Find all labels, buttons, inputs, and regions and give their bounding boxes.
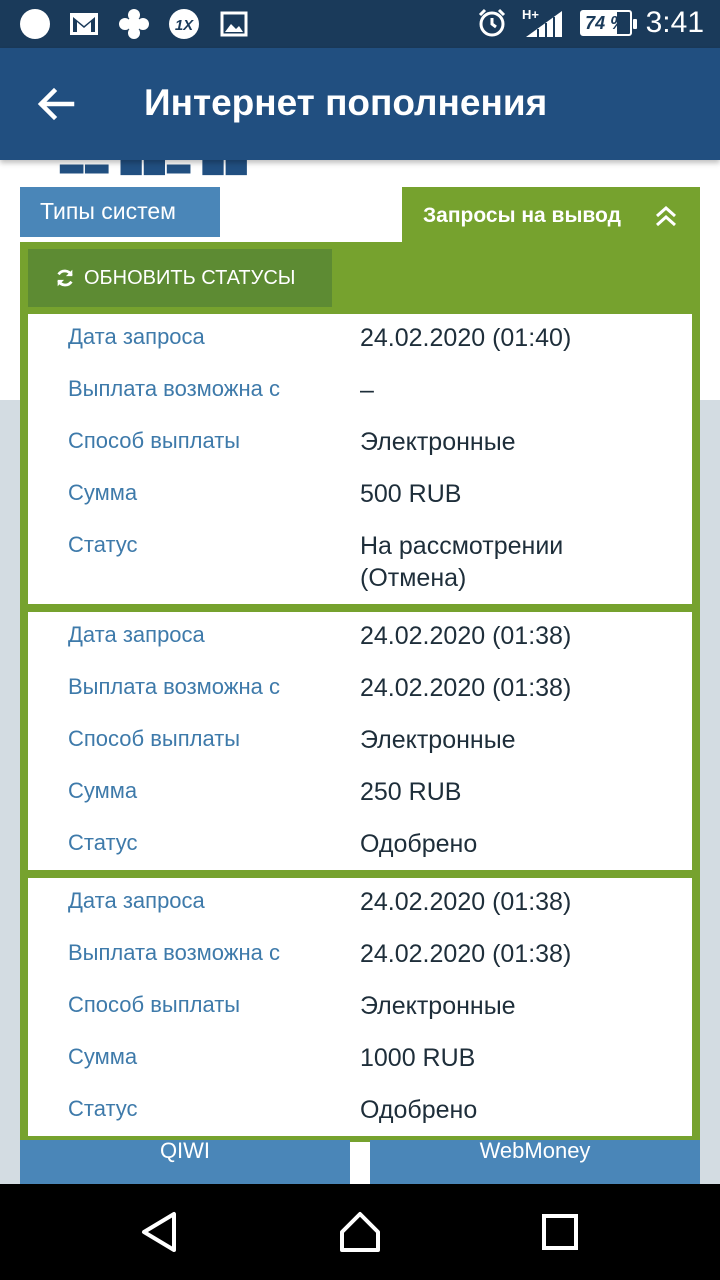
background-panel-left	[0, 400, 20, 1185]
requests-panel	[20, 242, 700, 1142]
request-card	[28, 612, 692, 870]
status-bar	[0, 0, 720, 48]
status-value: Одобрено	[360, 1096, 478, 1124]
status-label: Статус	[68, 830, 138, 855]
request-date-value: 24.02.2020 (01:38)	[360, 888, 572, 916]
image-icon	[218, 8, 250, 40]
arrow-left-icon[interactable]	[32, 80, 80, 128]
chevron-double-up-icon[interactable]	[654, 204, 678, 228]
status-label: Статус	[68, 532, 138, 557]
request-date-value: 24.02.2020 (01:40)	[360, 324, 572, 352]
payout-method-label: Способ выплаты	[68, 428, 241, 453]
payout-available-label: Выплата возможна с	[68, 940, 281, 965]
request-card	[28, 314, 692, 604]
payout-method-value: Электронные	[360, 992, 516, 1020]
payout-available-value: 24.02.2020 (01:38)	[360, 940, 572, 968]
cancel-request-link[interactable]: (Отмена)	[360, 564, 467, 592]
qiwi-button[interactable]: QIWI	[20, 1140, 350, 1184]
tab-withdrawal-requests[interactable]	[402, 187, 700, 245]
status-label: Статус	[68, 1096, 138, 1121]
network-type: H+	[521, 7, 539, 22]
refresh-statuses-button[interactable]	[28, 249, 332, 307]
request-date-label: Дата запроса	[68, 622, 205, 647]
payout-method-value: Электронные	[360, 726, 516, 754]
request-date-value: 24.02.2020 (01:38)	[360, 622, 572, 650]
payout-available-label: Выплата возможна с	[68, 376, 281, 401]
status-value: Одобрено	[360, 830, 478, 858]
battery-percent: 74 %	[585, 12, 627, 33]
payout-method-value: Электронные	[360, 428, 516, 456]
back-triangle-icon[interactable]	[136, 1208, 184, 1256]
gmail-icon	[68, 8, 100, 40]
app-bar	[0, 48, 720, 160]
signal-icon	[522, 7, 566, 39]
amount-label: Сумма	[68, 480, 138, 505]
payout-method-label: Способ выплаты	[68, 992, 241, 1017]
amount-value: 250 RUB	[360, 778, 462, 806]
payout-available-label: Выплата возможна с	[68, 674, 281, 699]
page-title: Интернет пополнения	[144, 82, 548, 123]
status-value	[360, 530, 563, 594]
request-card	[28, 878, 692, 1136]
payout-available-value: –	[360, 376, 374, 404]
status-value-line1: На рассмотрении	[360, 532, 564, 560]
amount-label: Сумма	[68, 778, 138, 803]
app-icon	[118, 8, 150, 40]
clock: 3:41	[645, 6, 704, 39]
tab-system-types[interactable]: Типы систем	[20, 187, 220, 237]
home-icon[interactable]	[336, 1208, 384, 1256]
recent-apps-icon[interactable]	[536, 1208, 584, 1256]
refresh-statuses-label: ОБНОВИТЬ СТАТУСЫ	[84, 267, 296, 289]
alarm-icon	[476, 7, 508, 39]
webmoney-button[interactable]: WebMoney	[370, 1140, 700, 1184]
svg-text:1X: 1X	[174, 17, 194, 34]
payout-method-label: Способ выплаты	[68, 726, 241, 751]
amount-value: 1000 RUB	[360, 1044, 476, 1072]
navigation-bar	[0, 1184, 720, 1280]
amount-label: Сумма	[68, 1044, 138, 1069]
1xbet-icon	[168, 8, 200, 40]
refresh-icon	[54, 267, 76, 289]
request-date-label: Дата запроса	[68, 324, 205, 349]
tab-withdrawal-requests-label: Запросы на вывод	[423, 204, 621, 227]
request-date-label: Дата запроса	[68, 888, 205, 913]
amount-value: 500 RUB	[360, 480, 462, 508]
payout-available-value: 24.02.2020 (01:38)	[360, 674, 572, 702]
battery-icon	[580, 10, 632, 36]
notification-dot-icon	[20, 9, 50, 39]
background-panel-right	[700, 400, 720, 1185]
